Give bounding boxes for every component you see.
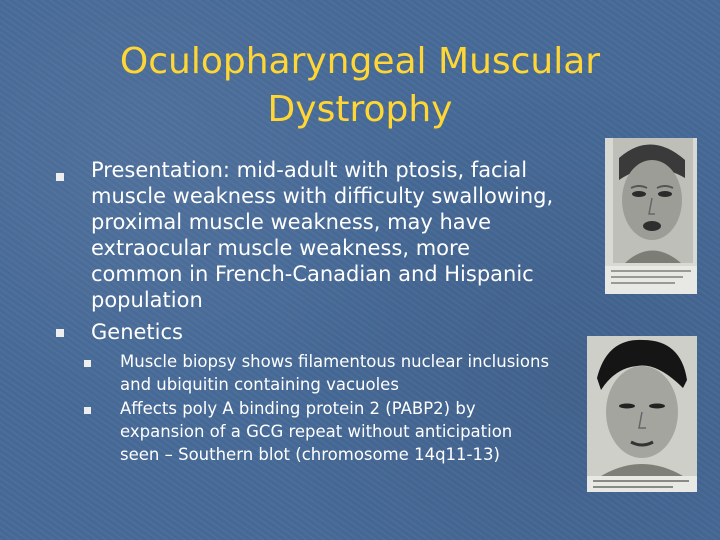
sub-bullet-marker (84, 360, 91, 367)
sub-bullet-biopsy: Muscle biopsy shows filamentous nuclear inclusions and ubiquitin containing vacuoles (120, 352, 550, 394)
bullet-presentation: Presentation: mid-adult with ptosis, facial muscle weakness with difficulty swallowing, proximal muscle weakness, may have extraocular muscle weakness, more common in French-Canadian and Hispanic population (91, 158, 554, 312)
slide-title: Oculopharyngeal Muscular Dystrophy (119, 41, 601, 130)
bullet-genetics: Genetics (91, 320, 183, 344)
sub-bullet-pabp2: Affects poly A binding protein 2 (PABP2) by expansion of a GCG repeat without anticipation seen – Southern blot (chromosome 14q11-13) (120, 399, 513, 464)
photo-icon (587, 336, 697, 492)
photo-icon (605, 138, 697, 294)
patient-photo-child (587, 336, 697, 492)
bullet-marker (56, 173, 64, 181)
bullet-marker (56, 329, 64, 337)
patient-photo-adult (605, 138, 697, 294)
sub-bullet-marker (84, 407, 91, 414)
